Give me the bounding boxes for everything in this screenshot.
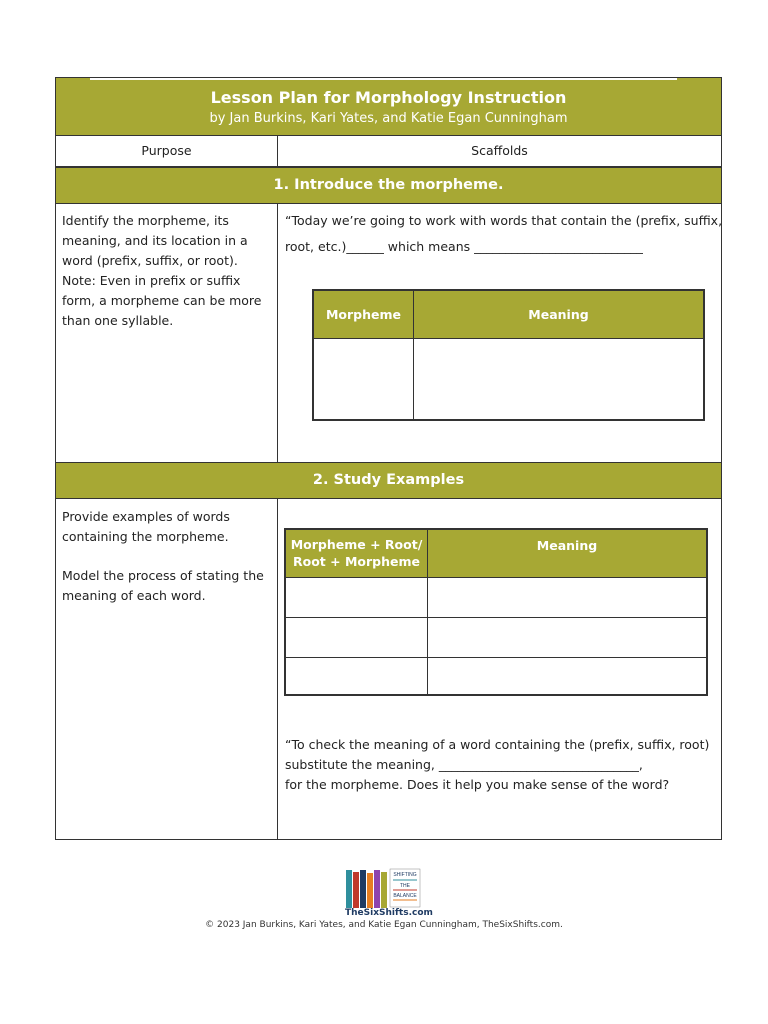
section-1-purpose: Identify the morpheme, its meaning, and its location in a word (prefix, suffix, or root). Note: Even in prefix or suffix form, a morpheme can be more than one syllable. bbox=[62, 213, 262, 328]
examples-table bbox=[284, 528, 708, 696]
section-1-scaffold-line-1: “Today we’re going to work with words that contain the (prefix, suffix, bbox=[285, 213, 723, 228]
column-divider bbox=[277, 499, 278, 840]
title-rule bbox=[90, 78, 677, 80]
scaffolds-column-header: Scaffolds bbox=[471, 143, 528, 158]
section-1-heading: 1. Introduce the morpheme. bbox=[273, 177, 504, 193]
example-meaning-cell[interactable] bbox=[428, 577, 708, 617]
example-word-cell[interactable] bbox=[285, 657, 428, 695]
lesson-plan-table bbox=[55, 77, 722, 840]
section-2-heading: 2. Study Examples bbox=[312, 472, 465, 488]
example-word-cell[interactable] bbox=[285, 577, 428, 617]
books-logo-icon bbox=[344, 868, 424, 908]
logo-tag-top: SHIFTING bbox=[393, 872, 417, 878]
section-2-purpose-1: Provide examples of words containing the morpheme. bbox=[62, 509, 230, 544]
purpose-column-header: Purpose bbox=[141, 143, 192, 158]
morpheme-root-header bbox=[285, 529, 428, 577]
section-2-scaffold-line-3: for the morpheme. Does it help you make sense of the word? bbox=[285, 777, 670, 792]
section-1-band bbox=[56, 167, 721, 204]
page-title: Lesson Plan for Morphology Instruction bbox=[210, 88, 567, 107]
morpheme-header: Morpheme bbox=[313, 290, 414, 338]
logo-tag-mid: THE bbox=[400, 883, 410, 889]
morpheme-meaning-table bbox=[312, 289, 705, 421]
meaning-header: Meaning bbox=[414, 290, 705, 338]
section-2-scaffold-line-2: substitute the meaning, ________________________________, bbox=[285, 757, 643, 772]
column-header-row bbox=[56, 135, 721, 167]
section-2-band bbox=[56, 462, 721, 499]
section-2-scaffold-line-1: “To check the meaning of a word containing the (prefix, suffix, root) bbox=[285, 737, 710, 752]
logo-url-text: TheSixShifts.com bbox=[345, 908, 433, 918]
morpheme-cell[interactable] bbox=[313, 338, 414, 420]
example-meaning-cell[interactable] bbox=[428, 657, 708, 695]
section-2-purpose-2: Model the process of stating the meaning of each word. bbox=[62, 568, 264, 603]
logo-tag-bottom: BALANCE bbox=[393, 893, 417, 899]
copyright-text: © 2023 Jan Burkins, Kari Yates, and Katie Egan Cunningham, TheSixShifts.com. bbox=[205, 920, 563, 930]
page-subtitle: by Jan Burkins, Kari Yates, and Katie Egan Cunningham bbox=[209, 111, 568, 126]
meaning-cell[interactable] bbox=[414, 338, 705, 420]
example-word-cell[interactable] bbox=[285, 617, 428, 657]
example-meaning-cell[interactable] bbox=[428, 617, 708, 657]
examples-meaning-header: Meaning bbox=[428, 529, 708, 577]
title-band bbox=[56, 78, 721, 135]
morpheme-root-header-line-1: Morpheme + Root/ bbox=[290, 537, 423, 553]
section-1-scaffold-line-2: root, etc.)______ which means ___________________________ bbox=[285, 239, 643, 254]
column-divider bbox=[277, 204, 278, 462]
morpheme-root-header-line-2: Root + Morpheme bbox=[293, 554, 420, 570]
